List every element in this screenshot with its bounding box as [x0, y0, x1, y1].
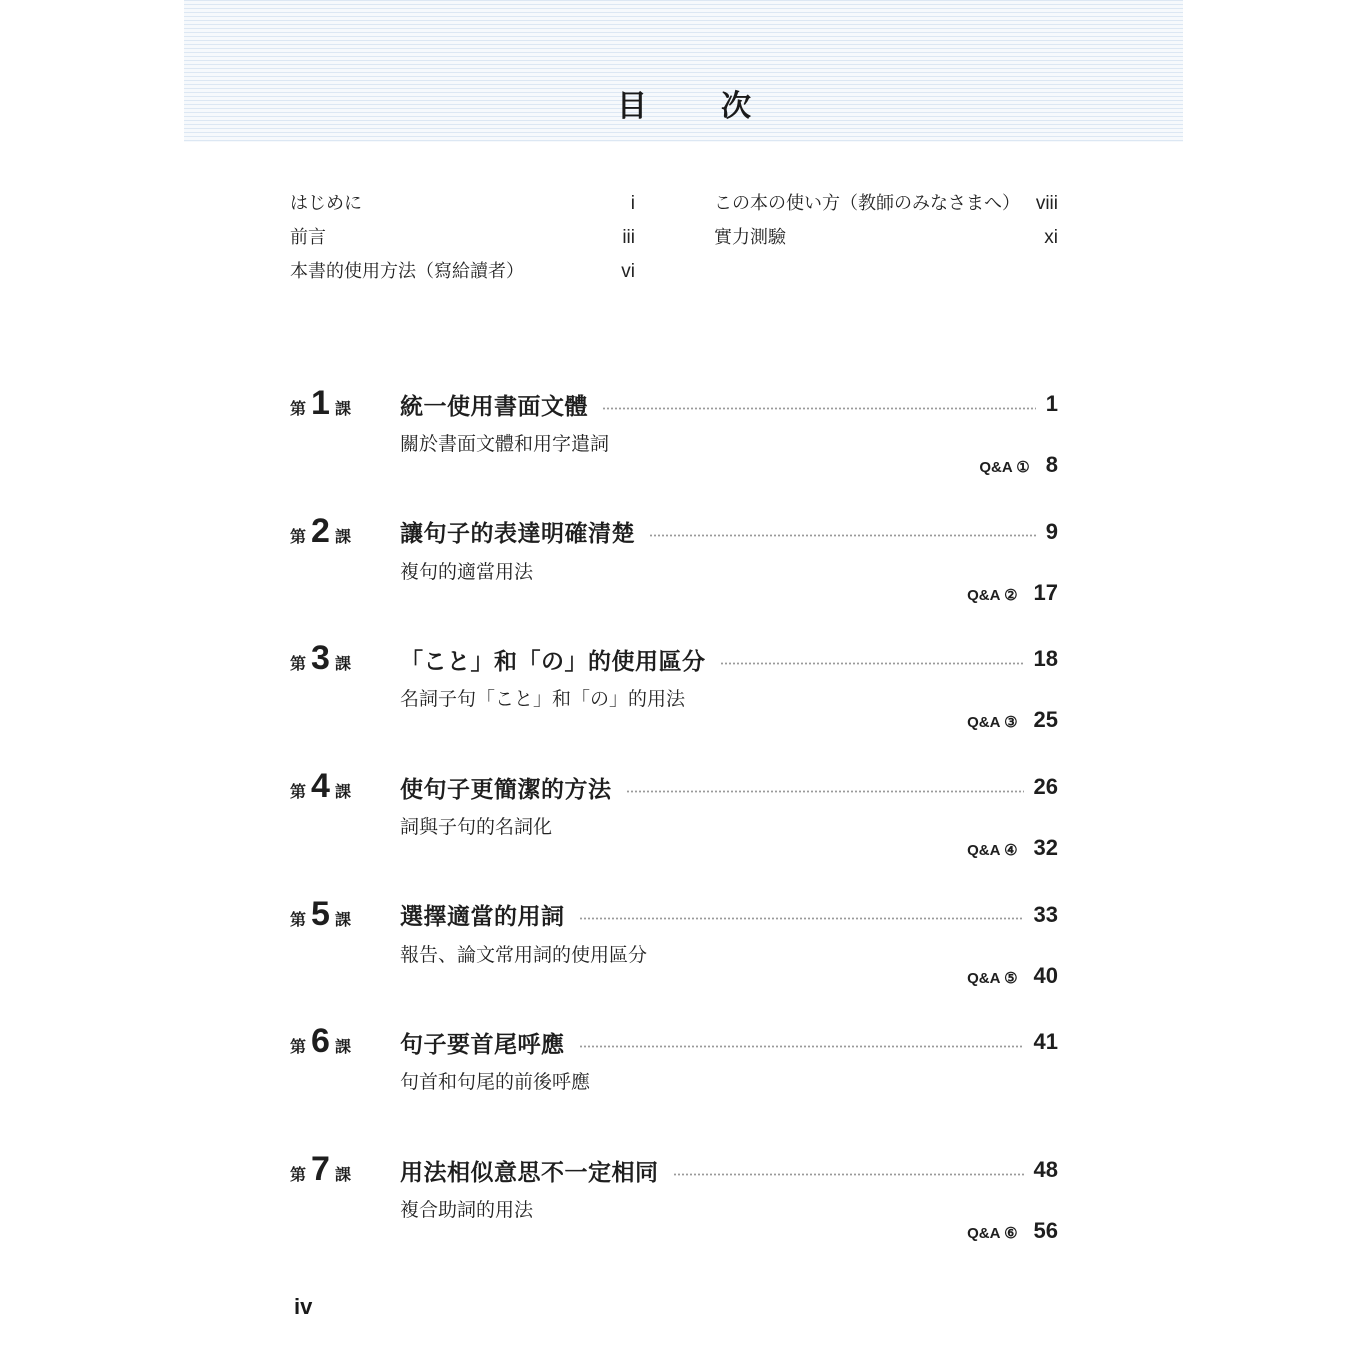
lesson-number-value: 2 — [311, 511, 330, 550]
lesson-subtitle: 句首和句尾的前後呼應 — [400, 1071, 591, 1094]
lesson-number-value: 4 — [311, 767, 330, 806]
lesson-title: 選擇適當的用詞 — [400, 904, 565, 931]
qa-label: Q&A ⑥ — [967, 1225, 1018, 1243]
lesson-title: 用法相似意思不一定相同 — [400, 1159, 659, 1186]
front-matter-label: この本の使い方（教師のみなさまへ） — [714, 193, 1020, 214]
lesson-entry — [290, 639, 1058, 767]
dot-leader — [649, 534, 1036, 537]
front-matter-label: はじめに — [290, 193, 362, 214]
lesson-entry — [290, 1022, 1058, 1150]
lesson-prefix: 第 — [290, 654, 307, 674]
lesson-suffix: 課 — [334, 526, 351, 546]
front-matter-item[interactable] — [714, 224, 1058, 258]
lesson-entry — [290, 512, 1058, 640]
qa-label: Q&A ④ — [967, 842, 1018, 860]
lesson-number — [290, 639, 351, 677]
lesson-page: 18 — [1033, 646, 1058, 672]
lesson-page: 26 — [1033, 774, 1058, 800]
dot-leader — [673, 1173, 1024, 1176]
lesson-subtitle: 報告、論文常用詞的使用區分 — [400, 943, 648, 966]
lesson-prefix: 第 — [290, 526, 307, 546]
lesson-prefix: 第 — [290, 1037, 307, 1057]
front-matter-label: 前言 — [290, 227, 326, 248]
front-matter-label: 本書的使用方法（寫給讀者） — [290, 261, 524, 282]
front-matter-left — [290, 190, 635, 292]
qa-page: 32 — [1033, 835, 1058, 861]
lesson-page: 1 — [1045, 391, 1058, 416]
front-matter-page: i — [630, 193, 635, 214]
lesson-number — [290, 1022, 351, 1060]
qa-entry[interactable] — [967, 835, 1058, 861]
front-matter-page: viii — [1035, 193, 1058, 214]
lesson-number-value: 6 — [311, 1022, 330, 1061]
qa-entry[interactable] — [967, 963, 1058, 989]
lesson-title: 統一使用書面文體 — [400, 393, 588, 420]
lesson-subtitle: 名詞子句「こと」和「の」的用法 — [400, 688, 686, 711]
lesson-title-row[interactable] — [400, 769, 1058, 805]
lesson-title-row[interactable] — [400, 1024, 1058, 1060]
front-matter-page: iii — [622, 227, 635, 248]
front-matter-item[interactable] — [290, 190, 635, 224]
lesson-title-row[interactable] — [400, 514, 1058, 550]
lesson-number — [290, 512, 351, 550]
lesson-title-row[interactable] — [400, 1152, 1058, 1188]
lesson-page: 9 — [1045, 518, 1058, 544]
lesson-prefix: 第 — [290, 1165, 307, 1185]
lesson-title-row[interactable] — [400, 897, 1058, 933]
lesson-entry — [290, 767, 1058, 895]
page-title: 目 次 — [617, 89, 773, 124]
qa-page: 56 — [1033, 1218, 1058, 1244]
front-matter-item[interactable] — [714, 190, 1058, 224]
front-matter-page: xi — [1044, 227, 1058, 248]
qa-entry[interactable] — [967, 707, 1058, 733]
lesson-number — [290, 895, 351, 933]
front-matter-right — [714, 190, 1058, 258]
lesson-title-row[interactable] — [400, 641, 1058, 677]
qa-label: Q&A ③ — [967, 714, 1018, 732]
dot-leader — [602, 407, 1036, 410]
lesson-prefix: 第 — [290, 399, 307, 418]
dot-leader — [626, 790, 1024, 793]
front-matter-item[interactable] — [290, 258, 635, 292]
qa-entry[interactable] — [967, 1218, 1058, 1244]
lesson-title: 讓句子的表達明確清楚 — [400, 521, 635, 548]
lesson-suffix: 課 — [334, 1165, 351, 1185]
lesson-title: 句子要首尾呼應 — [400, 1031, 565, 1058]
lesson-title: 使句子更簡潔的方法 — [400, 776, 612, 803]
lesson-number-value: 3 — [311, 639, 330, 678]
lesson-title-row[interactable] — [400, 386, 1058, 422]
lesson-number-value: 1 — [311, 384, 330, 422]
dot-leader — [579, 917, 1024, 920]
lesson-list — [290, 384, 1058, 1278]
dot-leader — [720, 662, 1024, 665]
lesson-subtitle: 關於書面文體和用字遣詞 — [400, 433, 610, 455]
qa-entry[interactable] — [979, 452, 1058, 478]
lesson-entry — [290, 895, 1058, 1023]
lesson-number-value: 7 — [311, 1150, 330, 1189]
lesson-page: 48 — [1033, 1157, 1058, 1183]
dot-leader — [579, 1045, 1024, 1048]
front-matter-item[interactable] — [290, 224, 635, 258]
qa-page: 40 — [1033, 962, 1058, 988]
lesson-subtitle: 複合助詞的用法 — [400, 1199, 534, 1222]
lesson-suffix: 課 — [334, 654, 351, 674]
lesson-number-value: 5 — [311, 894, 330, 933]
lesson-number — [290, 1150, 351, 1188]
lesson-subtitle: 複句的適當用法 — [400, 560, 534, 583]
front-matter-label: 實力測驗 — [714, 227, 786, 248]
lesson-suffix: 課 — [334, 909, 351, 929]
qa-entry[interactable] — [967, 580, 1058, 606]
lesson-page: 41 — [1033, 1029, 1058, 1055]
lesson-prefix: 第 — [290, 782, 307, 802]
lesson-suffix: 課 — [334, 1037, 351, 1057]
lesson-suffix: 課 — [334, 782, 351, 802]
qa-page: 8 — [1045, 452, 1058, 477]
qa-page: 25 — [1033, 707, 1058, 733]
lesson-number — [290, 384, 351, 422]
lesson-suffix: 課 — [334, 399, 351, 418]
page-folio: iv — [294, 1294, 313, 1319]
qa-label: Q&A ① — [979, 459, 1030, 476]
lesson-number — [290, 767, 351, 805]
lesson-page: 33 — [1033, 901, 1058, 927]
lesson-title: 「こと」和「の」的使用區分 — [400, 648, 706, 675]
qa-label: Q&A ② — [967, 586, 1018, 604]
qa-label: Q&A ⑤ — [967, 969, 1018, 987]
lesson-entry — [290, 384, 1058, 512]
lesson-prefix: 第 — [290, 909, 307, 929]
lesson-subtitle: 詞與子句的名詞化 — [400, 816, 553, 839]
lesson-entry — [290, 1150, 1058, 1278]
front-matter-page: vi — [621, 261, 635, 282]
qa-page: 17 — [1033, 579, 1058, 605]
